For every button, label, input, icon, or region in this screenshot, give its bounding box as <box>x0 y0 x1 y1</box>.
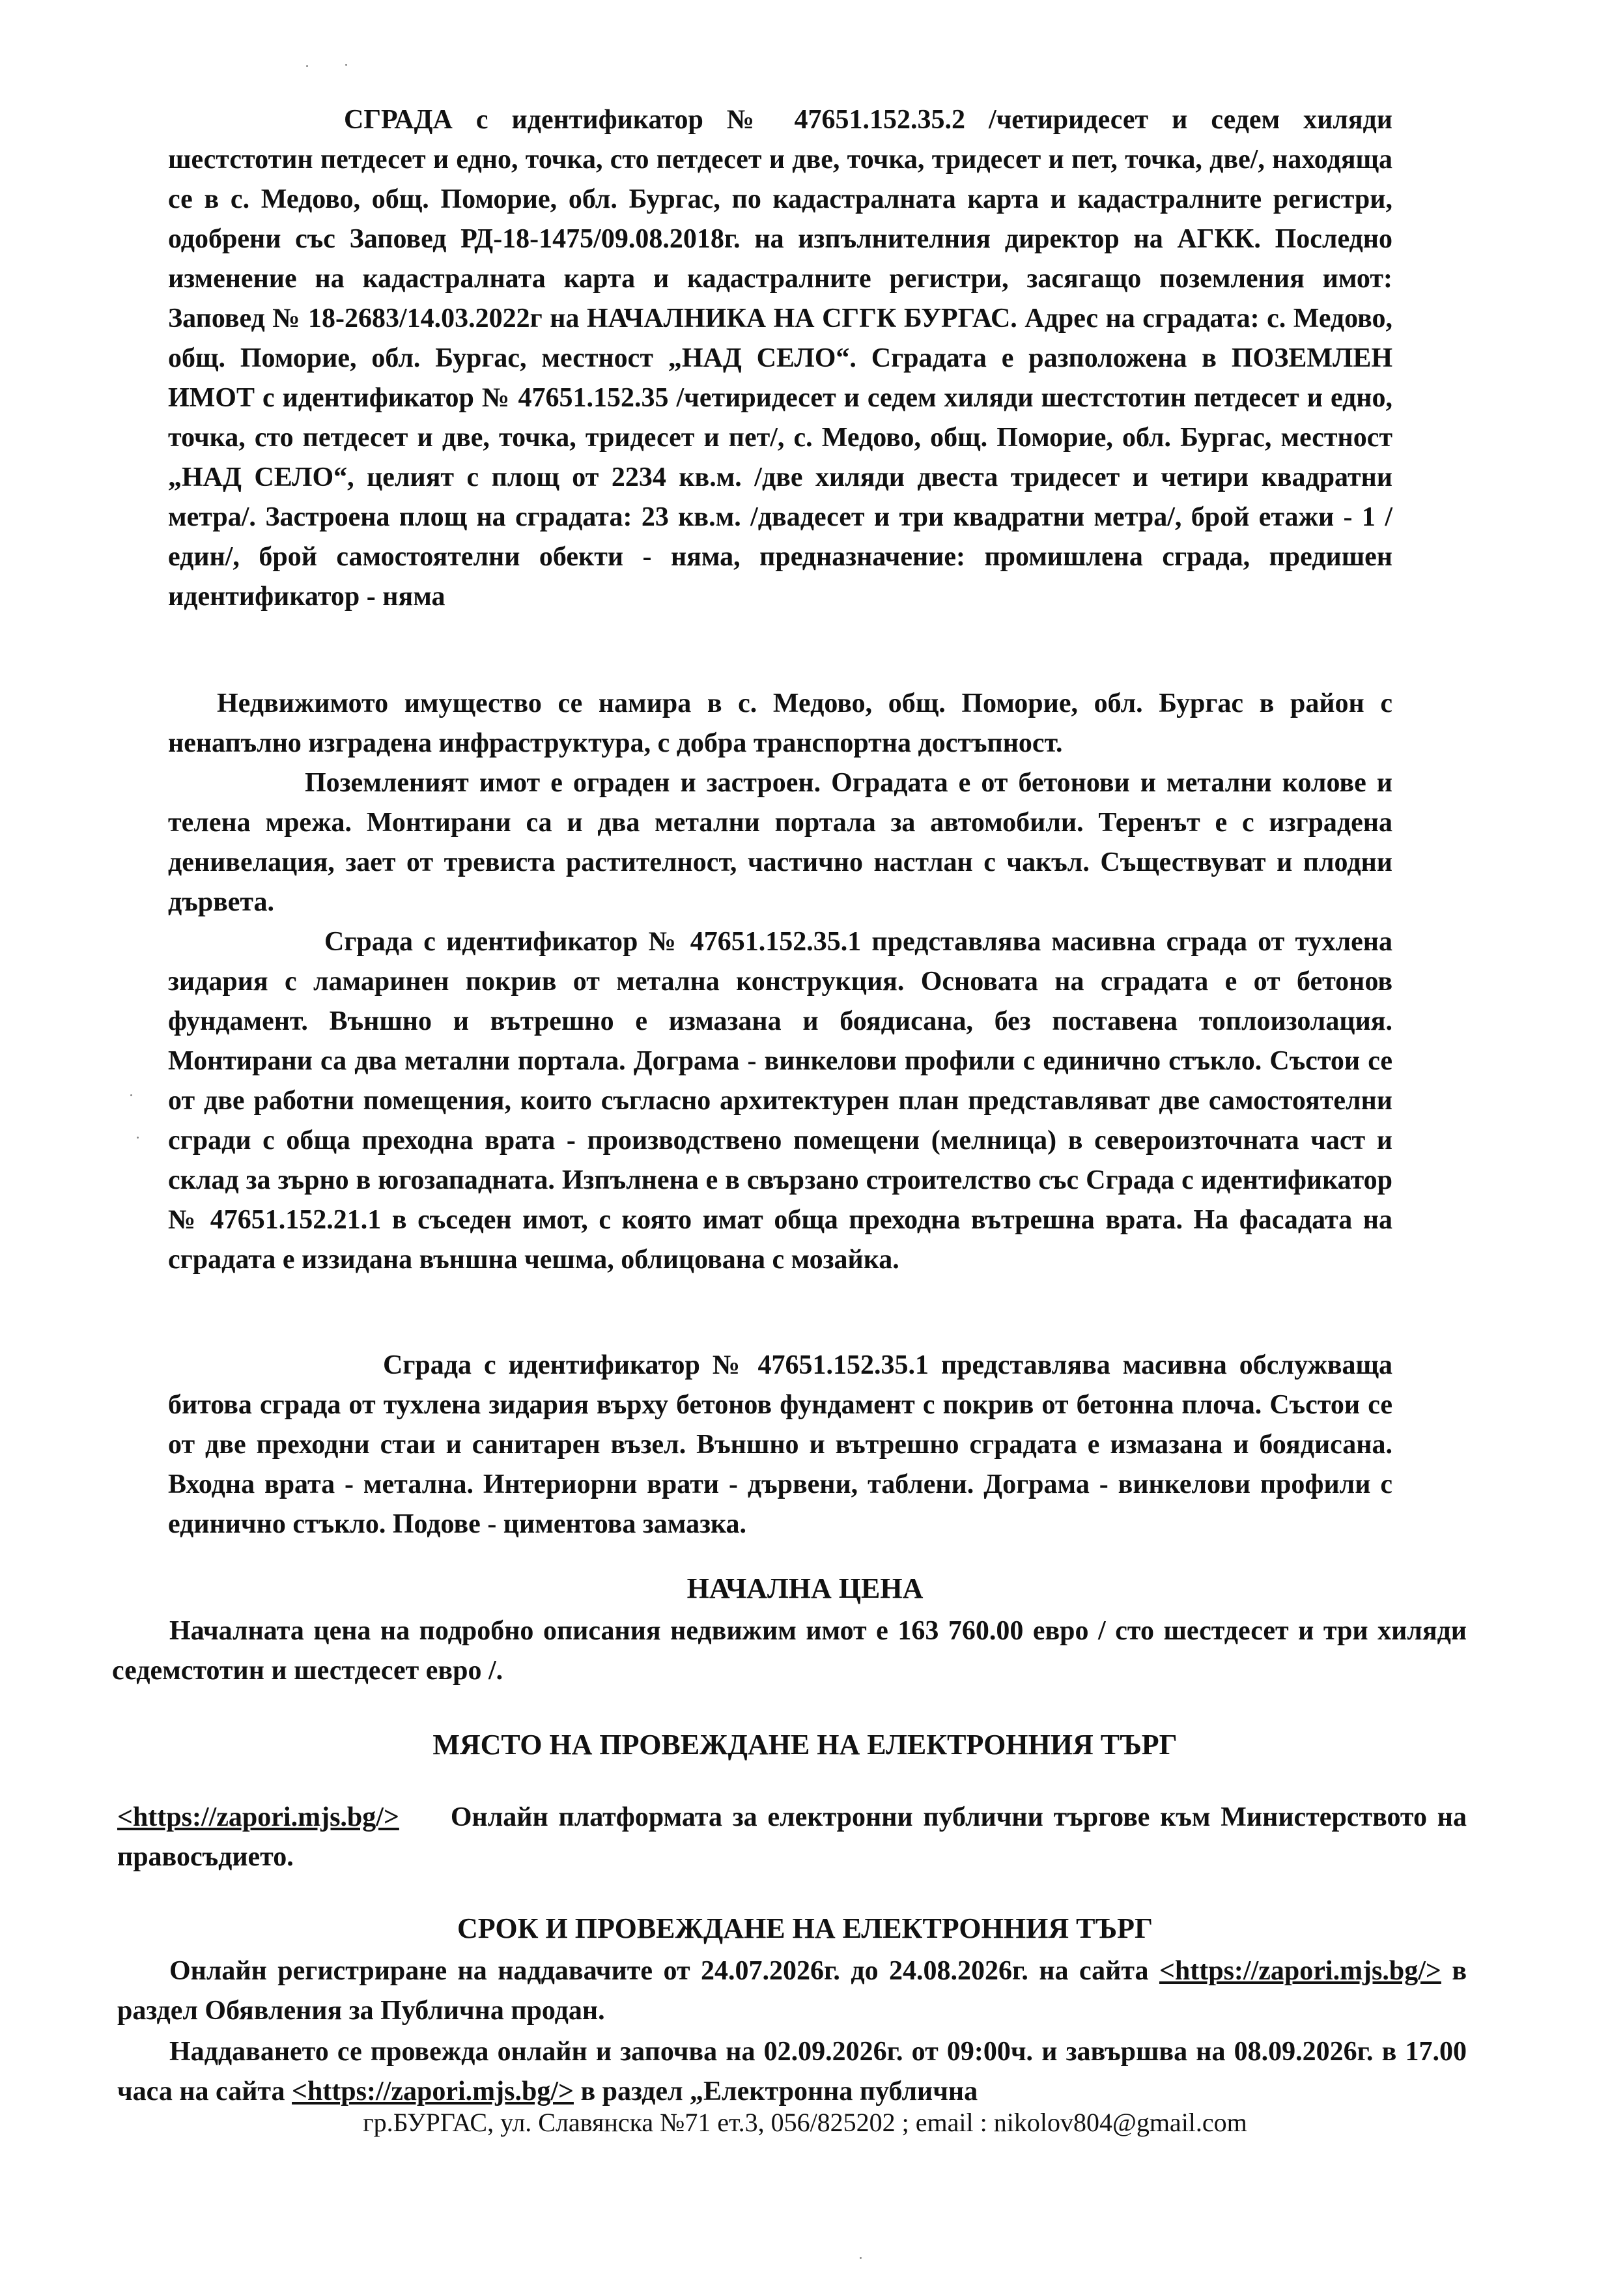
registration-tail: в раздел Обявления за Публична продан. <box>117 1956 1467 2026</box>
paragraph-text: Поземленият имот е ограден и застроен. Оградата е от бетонови и метални колове и телена мрежа. Монтирани са и два метални портала за автомобили. Теренът е с изградена денивелация, зает от тревиста растителност, частично настлан с чакъл. Съществуват и плодни дървета. <box>168 768 1392 917</box>
paragraph-text: Сграда с идентификатор № 47651.152.35.1 представлява масивна сграда от тухлена зидария с ламаринен покрив от метална конструкция. Основата на сградата е от бетонов фундамент. Външно и вътрешно е измазана и боядисана, без поставена топлоизолация. Монтирани са два метални портала. Дограма - винкелови профили с единично стъкло. Състои се от две работни помещения, които съгласно архитектурен план представляват две самостоятелни сгради с обща преходна врата - производствено помещени (мелница) в североизточната част и склад за зърно в югозападната. Изпълнена е в свързано строителство със Сграда с идентификатор № 47651.152.21.1 в съседен имот, с която имат обща преходна вътрешна врата. На фасадата на сградата е иззидана външна чешма, облицована с мозайка. <box>168 927 1392 1275</box>
term-heading: СРОК И ПРОВЕЖДАНЕ НА ЕЛЕКТРОННИЯ ТЪРГ <box>457 1912 1153 1944</box>
zapori-link[interactable]: <https://zapori.mjs.bg/> <box>117 1802 399 1832</box>
registration-paragraph <box>117 1951 1467 2031</box>
venue-paragraph <box>117 1798 1467 1877</box>
paragraph-text: Сграда с идентификатор № 47651.152.35.1 представлява масивна обслужваща битова сграда от тухлена зидария върху бетонов фундамент с покрив от бетонна плоча. Състои се от две преходни стаи и санитарен възел. Външно и вътрешно сградата е измазана и боядисана. Входна врата - метална. Интериорни врати - дървени, таблени. Дограма - винкелови профили с единично стъкло. Подове - циментова замазка. <box>168 1350 1392 1539</box>
scan-speck <box>345 64 347 66</box>
scan-speck <box>306 65 308 67</box>
paragraph-land-plot <box>168 763 1392 922</box>
paragraph-text <box>117 2032 1467 2112</box>
bidding-text: Наддаването се провежда онлайн и започва на 02.09.2026г. от 09:00ч. и завършва на 08.09.2026г. в 17.00 часа на сайта <box>117 2037 1467 2106</box>
paragraph-building-description <box>168 100 1392 617</box>
paragraph-text <box>117 1951 1467 2031</box>
venue-heading: МЯСТО НА ПРОВЕЖДАНЕ НА ЕЛЕКТРОННИЯ ТЪРГ <box>432 1729 1178 1761</box>
paragraph-text: СГРАДА с идентификатор № 47651.152.35.2 /четиридесет и седем хиляди шестстотин петдесет и едно, точка, сто петдесет и две, точка, тридесет и пет, точка, две/, находяща се в с. Медово, общ. Поморие, обл. Бургас, по кадастралната карта и кадастралните регистри, одобрени със Заповед РД-18-1475/09.08.2018г. на изпълнителния директор на АГКК. Последно изменение на кадастралната карта и кадастралните регистри, засягащо поземления имот: Заповед № 18-2683/14.03.2022г на НАЧАЛНИКА НА СГГК БУРГАС. Адрес на сградата: с. Медово, общ. Поморие, обл. Бургас, местност „НАД СЕЛО“. Сградата е разположена в ПОЗЕМЛЕН ИМОТ с идентификатор № 47651.152.35 /четиридесет и седем хиляди шестстотин петдесет и едно, точка, сто петдесет и две, точка, тридесет и пет/, с. Медово, общ. Поморие, обл. Бургас, местност „НАД СЕЛО“, целият с площ от 2234 кв.м. /две хиляди двеста тридесет и четири квадратни метра/. Застроена площ на сградата: 23 кв.м. /двадесет и три квадратни метра/, брой етажи - 1 /един/, брой самостоятелни обекти - няма, предназначение: промишлена сграда, предишен идентификатор - няма <box>168 105 1392 612</box>
paragraph-building-2 <box>168 1346 1392 1544</box>
scan-speck <box>860 2257 862 2259</box>
registration-text: Онлайн регистриране на наддавачите от 24.07.2026г. до 24.08.2026г. на сайта <box>169 1956 1149 1986</box>
zapori-link[interactable]: <https://zapori.mjs.bg/> <box>1159 1956 1441 1986</box>
paragraph-building-1 <box>168 922 1392 1280</box>
scan-speck <box>137 1137 139 1139</box>
paragraph-text: Началната цена на подробно описания недвижим имот е 163 760.00 евро / сто шестдесет и три хиляди седемстотин и шестдесет евро /. <box>112 1616 1467 1686</box>
paragraph-text: Недвижимото имущество се намира в с. Медово, общ. Поморие, обл. Бургас в район с ненапълно изградена инфраструктура, с добра транспортна достъпност. <box>168 688 1392 758</box>
zapori-link[interactable]: <https://zapori.mjs.bg/> <box>292 2076 574 2106</box>
bidding-paragraph <box>117 2032 1467 2112</box>
scan-speck <box>130 1094 132 1096</box>
bidding-tail: в раздел „Електронна публична <box>580 2076 978 2106</box>
venue-text: Онлайн платформата за електронни публични търгове към Министерството на правосъдието. <box>117 1802 1467 1872</box>
starting-price-paragraph <box>112 1611 1467 1691</box>
starting-price-heading: НАЧАЛНА ЦЕНА <box>686 1572 924 1604</box>
paragraph-location <box>168 684 1392 763</box>
footer-address: гр.БУРГАС, ул. Славянска №71 ет.3, 056/825202 ; email : nikolov804@gmail.com <box>363 2108 1247 2137</box>
paragraph-text <box>117 1798 1467 1877</box>
